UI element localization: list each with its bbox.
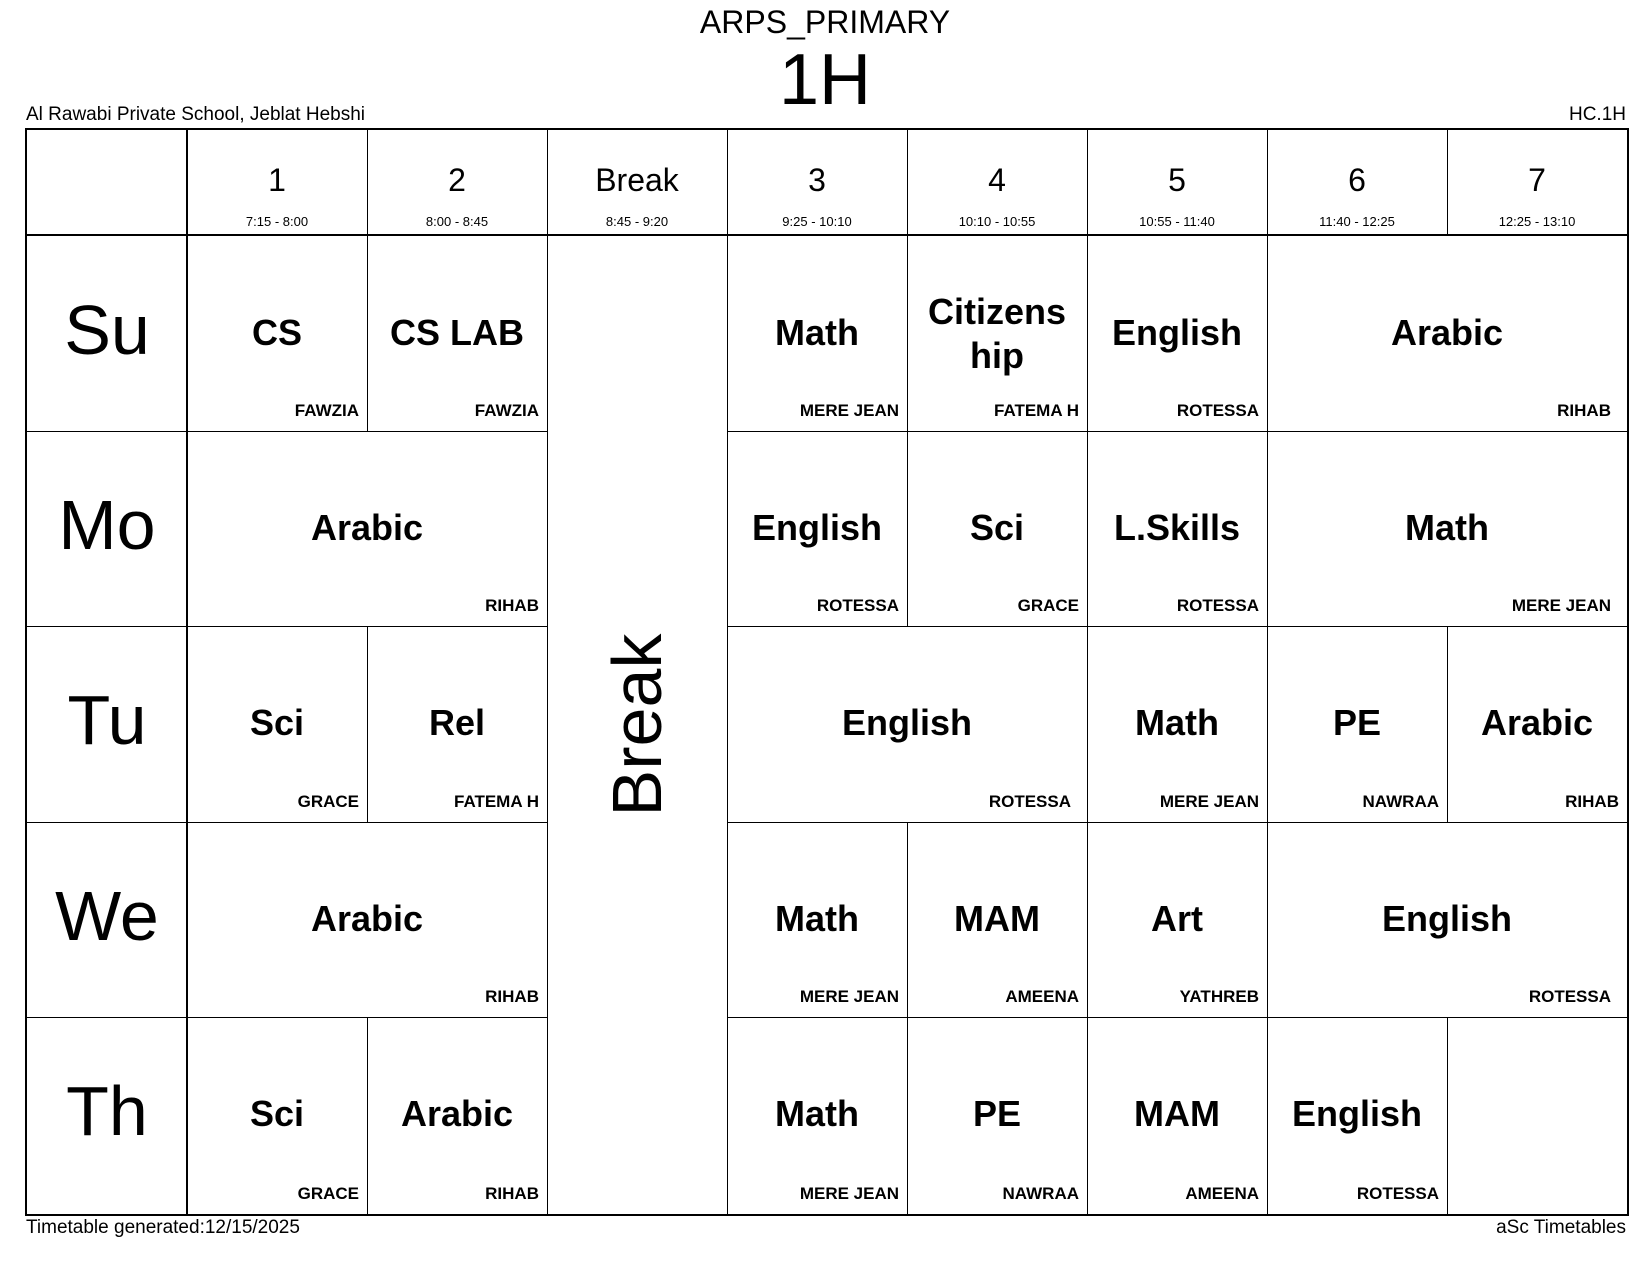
lesson-subject: Arabic [400,1093,514,1134]
lesson-cell[interactable] [907,1017,1087,1214]
grid-line [1447,130,1448,234]
lesson-cell[interactable] [1267,626,1447,822]
lesson-subject: Arabic [310,507,424,548]
grid-line [547,130,548,234]
lesson-teacher: ROTESSA [988,792,1071,811]
lesson-cell[interactable] [1087,1017,1267,1214]
lesson-subject: Sci [969,507,1025,548]
lesson-subject: Math [1135,702,1219,743]
lesson-cell[interactable] [727,626,1087,822]
lesson-teacher: GRACE [297,792,359,811]
lesson-teacher: ROTESSA [1528,987,1611,1006]
lesson-cell[interactable] [1447,626,1627,822]
lesson-subject: MAM [1134,1093,1220,1134]
lesson-subject: CS LAB [390,312,524,353]
timetable-grid [25,128,1629,1216]
period-number: 7 [1528,162,1546,198]
period-number: 5 [1168,162,1186,198]
grid-line [1087,1017,1088,1214]
period-number: Break [595,162,679,198]
lesson-teacher: NAWRAA [1362,792,1439,811]
lesson-subject: English [841,702,972,743]
day-label-su: Su [64,291,150,369]
grid-line [27,431,547,432]
lesson-subject: Sci [249,702,305,743]
period-header-5 [1087,130,1267,236]
grid-line [1087,236,1088,431]
lesson-teacher: NAWRAA [1002,1184,1079,1203]
period-header-6 [1267,130,1447,236]
period-number: 6 [1348,162,1366,198]
lesson-cell[interactable] [727,431,907,626]
grid-line [727,1017,1627,1018]
grid-line [727,130,728,234]
grid-line [27,1017,547,1018]
grid-line [367,1017,368,1214]
grid-line [1267,822,1268,1017]
grid-line [727,431,1627,432]
lesson-teacher: AMEENA [1185,1184,1259,1203]
lesson-cell[interactable] [187,626,367,822]
lesson-teacher: GRACE [297,1184,359,1203]
grid-line [367,236,368,431]
period-time: 9:25 - 10:10 [782,214,852,229]
period-header-4 [907,130,1087,236]
period-number: 4 [988,162,1006,198]
lesson-subject: PE [1332,702,1382,743]
lesson-teacher: MERE JEAN [799,987,899,1006]
lesson-subject: English [1381,898,1512,939]
timetable-title: ARPS_PRIMARY [699,4,951,40]
grid-line [907,822,908,1017]
grid-line [907,130,908,234]
lesson-teacher: ROTESSA [1356,1184,1439,1203]
period-number: 1 [268,162,286,198]
lesson-subject: CS [251,312,302,353]
period-time: 11:40 - 12:25 [1319,214,1395,229]
lesson-teacher: AMEENA [1005,987,1079,1006]
grid-line [367,130,368,234]
lesson-subject: PE [972,1093,1022,1134]
lesson-cell[interactable] [187,822,547,1017]
lesson-teacher: MERE JEAN [1511,596,1611,615]
period-header-1 [187,130,367,236]
lesson-cell[interactable] [1267,822,1627,1017]
lesson-teacher: GRACE [1017,596,1079,615]
grid-line [907,236,908,431]
grid-line [1267,236,1268,431]
lesson-subject: Math [775,312,859,353]
lesson-teacher: FATEMA H [994,401,1079,420]
grid-line [1267,626,1268,822]
grid-line [1447,1017,1448,1214]
lesson-subject: Math [775,898,859,939]
lesson-cell[interactable] [187,1017,367,1214]
period-time: 8:45 - 9:20 [605,214,669,229]
grid-line [907,1017,908,1214]
lesson-cell[interactable] [727,822,907,1017]
class-code: HC.1H [1568,104,1626,125]
lesson-cell[interactable] [727,236,907,431]
period-header-7 [1447,130,1627,236]
grid-line [27,626,547,627]
grid-line [1087,130,1088,234]
lesson-subject: English [1111,312,1242,353]
grid-line [1087,822,1088,1017]
period-time: 8:00 - 8:45 [425,214,489,229]
lesson-teacher: RIHAB [1557,401,1611,420]
lesson-cell[interactable] [907,236,1087,431]
lesson-teacher: ROTESSA [816,596,899,615]
day-label-we: We [55,877,159,955]
grid-line [1087,626,1088,822]
lesson-cell[interactable] [1087,236,1267,431]
lesson-cell[interactable] [1267,236,1627,431]
lesson-cell[interactable] [907,431,1087,626]
lesson-cell[interactable] [367,236,547,431]
day-label-mo: Mo [58,486,156,564]
lesson-teacher: ROTESSA [1176,401,1259,420]
grid-line [367,626,368,822]
grid-line [727,234,728,1214]
lesson-cell[interactable] [1267,1017,1447,1214]
lesson-teacher: FAWZIA [474,401,539,420]
break-label: Break [598,633,676,817]
lesson-subject: Sci [249,1093,305,1134]
grid-line [1267,130,1268,234]
period-time: 7:15 - 8:00 [245,214,309,229]
header-divider [27,234,1627,236]
lesson-cell[interactable] [367,1017,547,1214]
day-label-th: Th [66,1072,148,1150]
period-header-break [547,130,727,236]
lesson-subject: Arabic [1480,702,1594,743]
lesson-teacher: RIHAB [485,596,539,615]
period-number: 3 [808,162,826,198]
lesson-cell[interactable] [1087,822,1267,1017]
lesson-cell[interactable] [1087,431,1267,626]
lesson-subject: MAM [954,898,1040,939]
lesson-subject: English [1291,1093,1422,1134]
grid-line [1267,1017,1268,1214]
grid-line [727,626,1627,627]
lesson-subject: L.Skills [1113,507,1241,548]
lesson-cell[interactable] [727,1017,907,1214]
lesson-subject: Rel [428,702,486,743]
lesson-cell[interactable] [907,822,1087,1017]
grid-line [1267,431,1268,626]
lesson-cell[interactable] [367,626,547,822]
lesson-cell[interactable] [187,431,547,626]
lesson-subject: Art [1151,898,1203,939]
grid-line [27,822,547,823]
period-time: 10:10 - 10:55 [958,214,1036,229]
lesson-teacher: FATEMA H [454,792,539,811]
grid-line [907,431,908,626]
lesson-subject: Citizenship [927,291,1067,376]
period-header-3 [727,130,907,236]
lesson-subject: Arabic [1390,312,1504,353]
lesson-teacher: FAWZIA [294,401,359,420]
lesson-teacher: MERE JEAN [1159,792,1259,811]
lesson-teacher: MERE JEAN [799,401,899,420]
class-name: 1H [778,40,872,120]
lesson-teacher: RIHAB [485,1184,539,1203]
lesson-subject: Arabic [310,898,424,939]
lesson-teacher: RIHAB [485,987,539,1006]
day-column-divider [186,130,188,1214]
period-time: 10:55 - 11:40 [1139,214,1215,229]
lesson-teacher: YATHREB [1179,987,1259,1006]
day-label-tu: Tu [67,681,147,759]
grid-line [727,822,1627,823]
grid-line [547,234,548,1214]
break-column [547,236,727,1214]
lesson-subject: Math [775,1093,859,1134]
school-name: Al Rawabi Private School, Jeblat Hebshi [26,104,366,125]
software-credit: aSc Timetables [1496,1217,1626,1238]
lesson-cell[interactable] [1087,626,1267,822]
grid-line [1447,626,1448,822]
lesson-teacher: ROTESSA [1176,596,1259,615]
lesson-cell[interactable] [1267,431,1627,626]
grid-line [1087,431,1088,626]
period-time: 12:25 - 13:10 [1498,214,1576,229]
lesson-cell[interactable] [187,236,367,431]
lesson-teacher: MERE JEAN [799,1184,899,1203]
lesson-subject: English [751,507,882,548]
period-header-2 [367,130,547,236]
period-number: 2 [448,162,466,198]
lesson-subject: Math [1405,507,1489,548]
generated-date: Timetable generated:12/15/2025 [26,1217,300,1238]
lesson-teacher: RIHAB [1565,792,1619,811]
